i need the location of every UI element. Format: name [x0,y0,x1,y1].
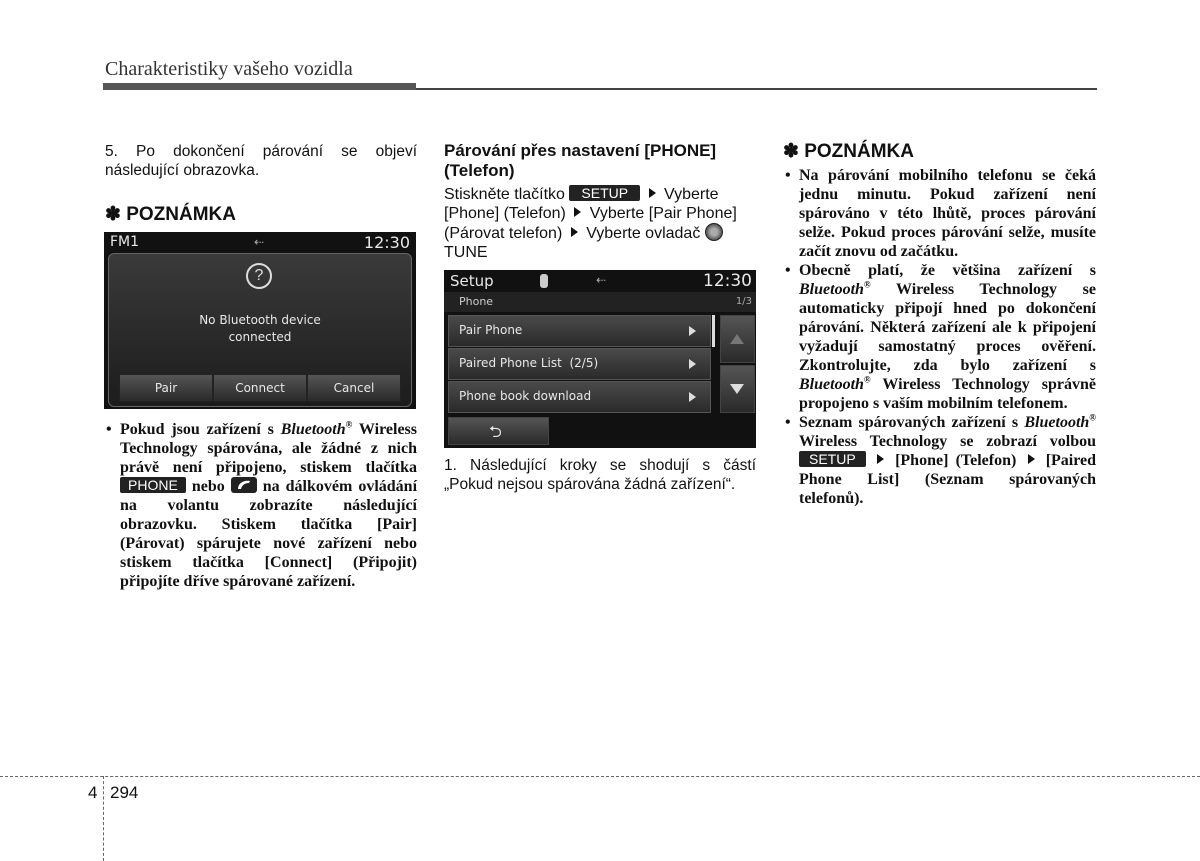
sub-title: Phone [459,295,494,308]
source-label: FM1 [110,234,140,250]
setup-phone-screen [444,270,756,448]
instr-text-2: Vyberte [Phone] (Telefon) [444,186,719,222]
registered-mark: ® [863,279,871,290]
instr-text-4: Vyberte ovladač [586,225,701,242]
note-bullet-text: Obecně platí, že většina zařízení s [799,262,1096,279]
clock: 12:30 [703,271,752,291]
cancel-button[interactable]: Cancel [307,374,401,402]
back-button[interactable] [448,417,549,445]
page-header-title: Charakteristiky vašeho vozidla [105,58,353,80]
arrow-right-icon [1028,454,1035,464]
usb-icon: ⇠ [254,235,265,249]
menu-item-phonebook[interactable] [448,381,711,413]
scrollbar-thumb[interactable] [712,315,715,347]
footer-divider [103,776,104,861]
arrow-right-icon [649,188,656,198]
menu-item-label: Phone book download [459,389,592,403]
usb-icon: ⇠ [596,273,607,287]
arrow-right-icon [877,454,884,464]
menu-item-label: Paired Phone List (2/5) [459,356,599,370]
menu-item-paired-list[interactable] [448,348,711,380]
question-icon: ? [246,263,272,289]
screen-title: Setup [450,272,494,290]
note-bullet-text: [Paired Phone List] (Seznam spárovaných telefonů). [799,452,1097,507]
arrow-right-icon [571,227,578,237]
note-bullet-text: Seznam spárovaných zařízení s [799,414,1019,431]
instr-text-5: TUNE [444,244,488,261]
chapter-number: 4 [88,783,98,802]
note-heading-2: ✽ POZNÁMKA [783,141,914,162]
step-5: 5. Po dokončení párování se objeví následující obrazovka. [105,143,417,179]
clock: 12:30 [363,233,410,252]
no-device-screen [104,232,416,409]
step-1: 1. Následující kroky se shodují s částí „Pokud nejsou spárována žádná zařízení“. [444,457,756,493]
note-bullets [783,166,1096,508]
note-bullet-1 [783,166,1096,261]
connect-button[interactable]: Connect [213,374,307,402]
instructions [444,185,756,262]
back-arrow-icon: ⮌ [489,422,502,441]
note-bullet-3 [783,413,1096,508]
note-bullet [104,420,417,591]
call-icon [231,477,257,493]
triangle-up-icon [730,334,744,344]
page-number: 294 [110,783,139,802]
registered-mark: ® [863,374,871,385]
note-bullet-2 [783,261,1096,413]
note-bullet-text: Wireless Technology správně propojeno s vaším mobilním telefonem. [799,376,1097,412]
registered-mark: ® [1089,412,1097,423]
page-indicator: 1/3 [735,296,752,307]
footer-rule [0,776,1200,777]
instr-text-3: Vyberte [Pair Phone] (Párovat telefon) [444,205,737,242]
note-heading: ✽ POZNÁMKA [105,204,236,225]
bluetooth-term: Bluetooth [799,376,864,393]
bullet-text-4: na dálkovém ovládání na volantu zobrazíte následující obrazovku. Stiskem tlačítka [Pair] (Párovat) spárujete nové zařízení nebo stiskem tlačítka [Connect] (Připojit) připojíte dříve spárované zařízení. [120,478,418,590]
menu-item-pair-phone[interactable] [448,315,711,347]
arrow-right-icon [574,207,581,217]
bullet-text-3: nebo [191,478,225,495]
message-line-2: connected [228,330,292,344]
tune-knob-icon [705,223,723,241]
note-bullet-text: [Phone] (Telefon) [895,452,1017,469]
header-rule-thin [416,88,1097,90]
setup-key: SETUP [569,185,640,201]
header-rule [103,83,416,90]
scroll-down-button[interactable] [720,365,755,413]
section-heading: Párování přes nastavení [PHONE] (Telefon) [444,141,717,180]
registered-mark: ® [345,419,353,430]
note-bullet-text: Wireless Technology se automaticky připojí hned po dokončení párování. Některá zařízení ale k připojení vyžadují samostatný proces ověření. Zkontrolujte, zda bylo zařízení s [799,281,1096,374]
message-line-1: No Bluetooth device [199,313,321,327]
chevron-right-icon [689,359,696,369]
bluetooth-term: Bluetooth [280,421,346,438]
bullet-text-1: Pokud jsou zařízení s [120,421,274,438]
pair-button[interactable]: Pair [119,374,213,402]
bluetooth-term: Bluetooth [799,281,864,298]
triangle-down-icon [730,384,744,394]
popup-message [104,312,416,346]
chevron-right-icon [689,392,696,402]
note-bullet-text: Wireless Technology se zobrazí volbou [799,433,1096,450]
setup-key: SETUP [799,451,866,467]
bluetooth-icon [540,274,548,288]
note-bullet-text: Na párování mobilního telefonu se čeká jednu minutu. Pokud zařízení není spárováno v této lhůtě, proces párování selže. Pokud proces párování selže, musíte začít znovu od začátku. [799,167,1096,260]
bluetooth-term: Bluetooth [1024,414,1090,431]
instr-text-1: Stiskněte tlačítko [444,186,565,203]
bullet-text-2: Wireless Technology spárována, ale žádné z nich právě není připojeno, stiskem tlačítka [120,421,417,476]
scroll-up-button[interactable] [720,315,755,363]
chevron-right-icon [689,326,696,336]
menu-item-label: Pair Phone [459,323,523,337]
phone-key: PHONE [120,477,186,493]
